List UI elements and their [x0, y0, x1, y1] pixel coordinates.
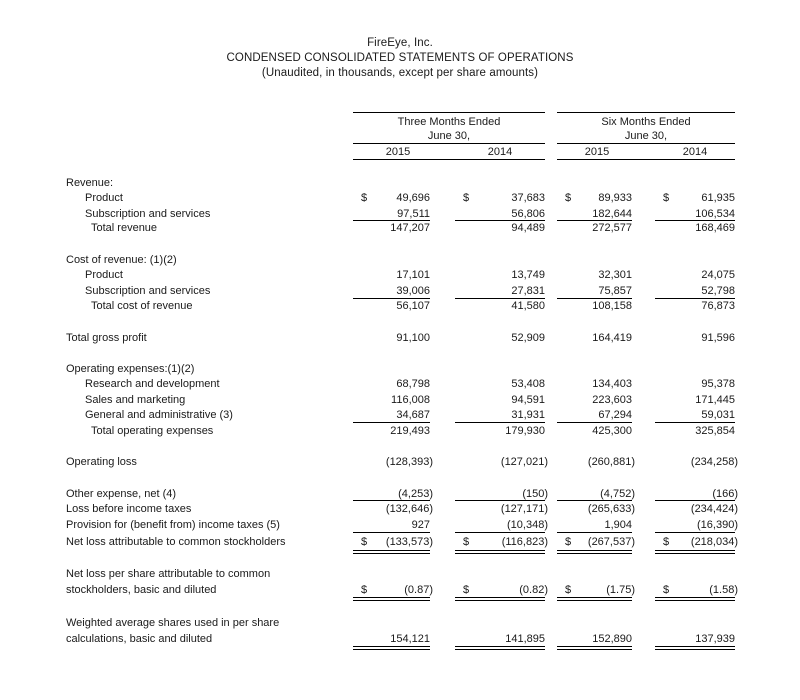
- eps-label-line1: Net loss per share attributable to common: [66, 568, 271, 580]
- double-rule: [557, 597, 632, 601]
- double-rule: [353, 550, 430, 554]
- group1-mid-rule: [353, 143, 545, 144]
- total-revenue-label: Total revenue: [91, 222, 158, 234]
- rule: [353, 532, 430, 533]
- rule: [655, 422, 735, 423]
- rule: [455, 500, 545, 501]
- other-expense-label: Other expense, net (4): [66, 488, 177, 500]
- year-col-2: 2014: [487, 146, 513, 158]
- rnd-label: Research and development: [85, 378, 220, 390]
- operating-loss-label: Operating loss: [66, 456, 137, 468]
- rule: [353, 422, 430, 423]
- cost-product-label: Product: [85, 269, 123, 281]
- rule: [353, 500, 430, 501]
- double-rule: [557, 646, 632, 650]
- rule: [655, 500, 735, 501]
- three-months-date: June 30,: [427, 130, 471, 142]
- six-months-label: Six Months Ended: [601, 116, 691, 128]
- tax-provision-label: Provision for (benefit from) income taxes (5): [66, 519, 280, 531]
- net-loss-label: Net loss attributable to common stockholders: [66, 536, 286, 548]
- double-rule: [557, 550, 632, 554]
- rule: [557, 422, 632, 423]
- revenue-product-label: Product: [85, 192, 123, 204]
- shares-label-line1: Weighted average shares used in per share: [66, 617, 280, 629]
- double-rule: [353, 646, 430, 650]
- rule: [557, 532, 632, 533]
- double-rule: [455, 550, 545, 554]
- double-rule: [353, 597, 430, 601]
- double-rule: [455, 597, 545, 601]
- total-cost-label: Total cost of revenue: [91, 300, 193, 312]
- loss-before-tax-label: Loss before income taxes: [66, 503, 192, 515]
- group2-bottom-rule: [557, 159, 735, 160]
- double-rule: [455, 646, 545, 650]
- year-col-1: 2015: [385, 146, 411, 158]
- rule: [655, 532, 735, 533]
- group1-bottom-rule: [353, 159, 545, 160]
- statement-subtitle: (Unaudited, in thousands, except per share amounts): [261, 67, 539, 79]
- rule: [455, 532, 545, 533]
- statement-title: CONDENSED CONSOLIDATED STATEMENTS OF OPERATIONS: [226, 52, 574, 64]
- snm-label: Sales and marketing: [85, 394, 186, 406]
- year-col-3: 2015: [584, 146, 610, 158]
- group2-mid-rule: [557, 143, 735, 144]
- gross-profit-label: Total gross profit: [66, 332, 147, 344]
- cost-subscription-label: Subscription and services: [85, 285, 211, 297]
- double-rule: [655, 597, 735, 601]
- shares-label-line2: calculations, basic and diluted: [66, 633, 213, 645]
- group2-top-rule: [557, 112, 735, 113]
- rule: [455, 422, 545, 423]
- statement-header: [0, 36, 800, 81]
- six-months-date: June 30,: [624, 130, 668, 142]
- rule: [557, 500, 632, 501]
- six-months-header: [557, 115, 735, 143]
- group1-top-rule: [353, 112, 545, 113]
- opex-section-label: Operating expenses:(1)(2): [66, 363, 195, 375]
- company-name: FireEye, Inc.: [367, 37, 433, 49]
- gna-label: General and administrative (3): [85, 409, 233, 421]
- revenue-subscription-label: Subscription and services: [85, 208, 211, 220]
- cost-section-label: Cost of revenue: (1)(2): [66, 254, 177, 266]
- revenue-section-label: Revenue:: [66, 177, 114, 189]
- three-months-header: [353, 115, 545, 143]
- eps-label-line2: stockholders, basic and diluted: [66, 584, 217, 596]
- double-rule: [655, 646, 735, 650]
- total-opex-label: Total operating expenses: [91, 425, 214, 437]
- three-months-label: Three Months Ended: [397, 116, 501, 128]
- year-col-4: 2014: [682, 146, 708, 158]
- double-rule: [655, 550, 735, 554]
